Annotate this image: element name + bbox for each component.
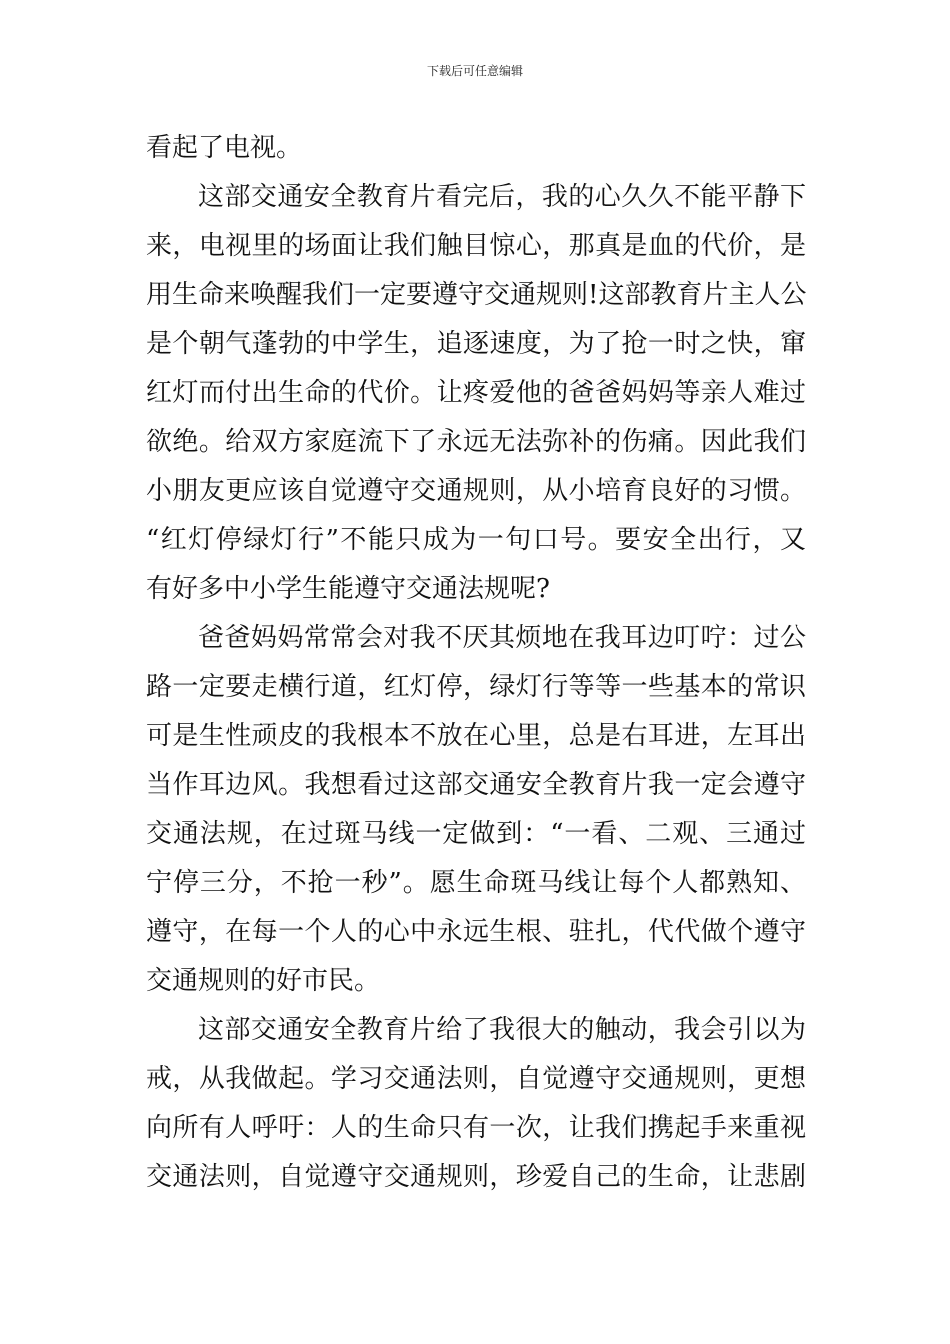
text-line: 这部交通安全教育片看完后，我的心久久不能平静下 bbox=[198, 182, 806, 212]
text-line: 可是生性顽皮的我根本不放在心里，总是右耳进，左耳出 bbox=[146, 721, 806, 751]
text-line: 宁停三分，不抢一秒”。愿生命斑马线让每个人都熟知、 bbox=[146, 868, 806, 898]
text-line: 戒，从我做起。学习交通法则，自觉遵守交通规则，更想 bbox=[146, 1064, 806, 1094]
text-line: “红灯停绿灯行”不能只成为一句口号。要安全出行，又 bbox=[146, 525, 806, 555]
document-body bbox=[146, 124, 806, 1202]
paragraph bbox=[146, 1006, 806, 1202]
text-line: 有好多中小学生能遵守交通法规呢? bbox=[146, 574, 550, 604]
text-line: 这部交通安全教育片给了我很大的触动，我会引以为 bbox=[198, 1015, 806, 1045]
text-line: 看起了电视。 bbox=[146, 133, 303, 163]
paragraph bbox=[146, 614, 806, 1006]
text-line: 是个朝气蓬勃的中学生，追逐速度，为了抢一时之快，窜 bbox=[146, 329, 806, 359]
text-line: 当作耳边风。我想看过这部交通安全教育片我一定会遵守 bbox=[146, 770, 806, 800]
paragraph bbox=[146, 124, 806, 173]
text-line: 红灯而付出生命的代价。让疼爱他的爸爸妈妈等亲人难过 bbox=[146, 378, 806, 408]
text-line: 小朋友更应该自觉遵守交通规则，从小培育良好的习惯。 bbox=[146, 476, 806, 506]
text-line: 交通法则，自觉遵守交通规则，珍爱自己的生命，让悲剧 bbox=[146, 1162, 806, 1192]
text-line: 来，电视里的场面让我们触目惊心，那真是血的代价，是 bbox=[146, 231, 806, 261]
text-line: 向所有人呼吁：人的生命只有一次，让我们携起手来重视 bbox=[146, 1113, 806, 1143]
text-line: 交通法规，在过斑马线一定做到：“一看、二观、三通过 bbox=[146, 819, 806, 849]
text-line: 交通规则的好市民。 bbox=[146, 966, 381, 996]
text-line: 用生命来唤醒我们一定要遵守交通规则!这部教育片主人公 bbox=[146, 280, 807, 310]
text-line: 路一定要走横行道，红灯停，绿灯行等等一些基本的常识 bbox=[146, 672, 806, 702]
paragraph bbox=[146, 173, 806, 614]
text-line: 欲绝。给双方家庭流下了永远无法弥补的伤痛。因此我们 bbox=[146, 427, 806, 457]
page-header: 下载后可任意编辑 bbox=[426, 64, 523, 78]
text-line: 爸爸妈妈常常会对我不厌其烦地在我耳边叮咛：过公 bbox=[198, 623, 806, 653]
text-line: 遵守，在每一个人的心中永远生根、驻扎，代代做个遵守 bbox=[146, 917, 806, 947]
